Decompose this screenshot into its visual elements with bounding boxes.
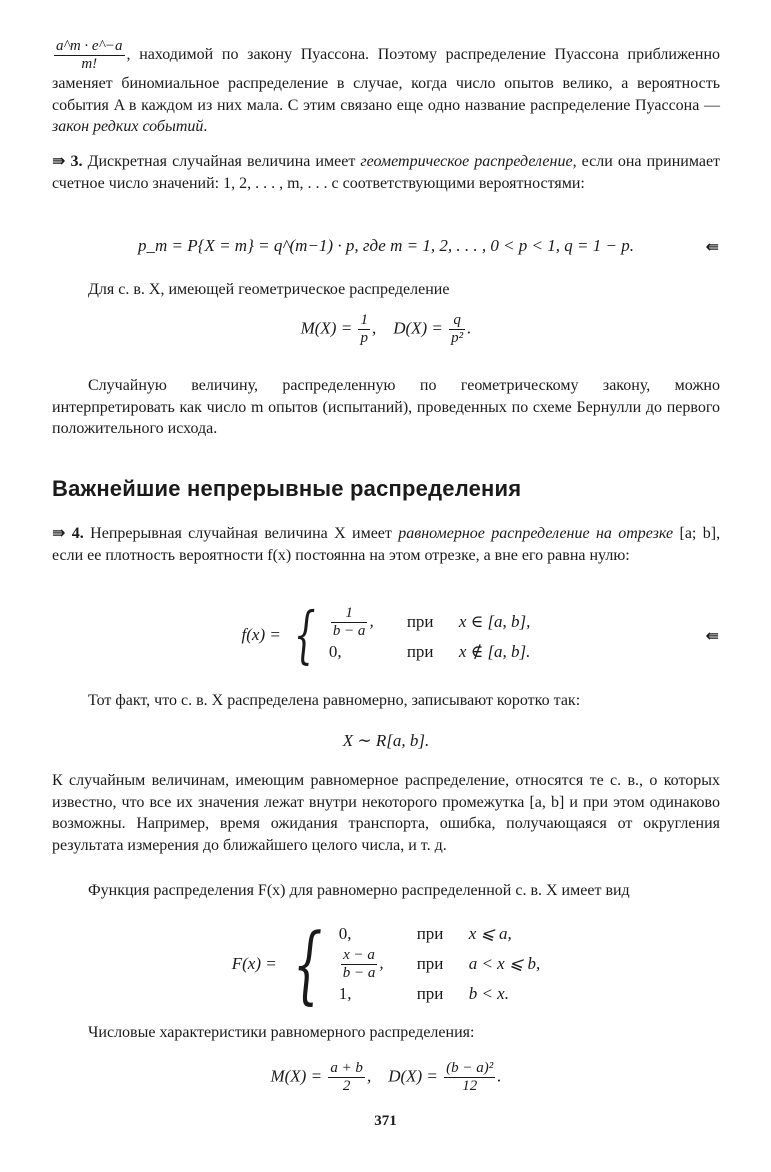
cdf-cases xyxy=(339,922,541,1006)
density-frac-num: 1 xyxy=(331,605,368,623)
definition-start-arrow-icon: ⇛ xyxy=(52,151,66,170)
density-case-when: при xyxy=(406,642,434,661)
uniform-cdf-formula xyxy=(52,915,720,1013)
section-heading xyxy=(52,476,521,502)
cdf-case-cond: x ⩽ a, xyxy=(468,924,512,943)
page-number-text: 371 xyxy=(374,1113,397,1129)
density-case-when: при xyxy=(406,612,434,631)
poisson-body: приближенно заменяет биномиальное распределение в случае, когда число опытов велико, а вероятность события A в каждом из них мала. С этим связано еще одно название распределение Пуассона — xyxy=(52,46,721,114)
uniform-desc-text: К случайным величинам, имеющим равномерное распределение, относятся те с. в., о которых известно, что все их значения лежат внутри некоторого промежутка [a, b] и при этом одинаково возможны. Например, время ожидания транспорта, ошибка, получающаяся от округления результата измерения до ближайшего целого числа, и т. д. xyxy=(52,772,720,854)
uniform-d-fraction xyxy=(444,1060,495,1095)
cdf-case-row xyxy=(339,982,541,1006)
item3-number: 3. xyxy=(70,153,83,170)
density-fraction xyxy=(331,605,368,640)
cdf-case-value: $\frac{x - a}{b - a}$ , xyxy=(342,946,384,981)
geom-d-fraction xyxy=(449,312,465,347)
uniform-m-num: a + b xyxy=(330,1060,363,1076)
poisson-fragment xyxy=(52,38,720,138)
uniform-d-label: D(X) = xyxy=(388,1066,438,1086)
uniform-m-fraction xyxy=(328,1060,365,1095)
poisson-fraction xyxy=(54,38,125,73)
uniform-description xyxy=(52,770,720,856)
cdf-case-when: при xyxy=(416,954,444,973)
cdf-frac-num: x − a xyxy=(341,947,378,965)
geom-d-num: q xyxy=(449,312,465,330)
cdf-case-row xyxy=(339,922,541,946)
cdf-case-when: при xyxy=(416,984,444,1003)
cdf-case-cond: b < x. xyxy=(468,984,509,1003)
density-frac-den: b − a xyxy=(332,622,366,639)
cdf-case-row xyxy=(339,946,541,982)
definition-start-arrow-icon: ⇛ xyxy=(52,523,66,542)
item4-text-a: Непрерывная случайная величина X имеет xyxy=(90,525,392,542)
geometric-distribution-term: геометрическое распределение xyxy=(360,153,573,170)
geometric-moments-formula: M(X) = $\frac{1}{p}$ , D(X) = $\frac{q}{\text{p²}}$ . xyxy=(300,312,472,346)
poisson-frac-numerator: a^m · e^−a xyxy=(56,38,123,54)
uniform-moments-formula: M(X) = $\frac{a + b}{2}$ , D(X) = $\frac{\text{(b − a)²}}{12}$ . xyxy=(270,1060,502,1094)
density-case-row xyxy=(329,639,531,665)
uniform-m-den: 2 xyxy=(342,1078,351,1094)
geom-m-label: M(X) = xyxy=(300,318,353,338)
left-brace-icon: { xyxy=(293,598,316,671)
poisson-frac-denominator: m! xyxy=(81,56,98,72)
geom-moments-intro xyxy=(52,279,720,301)
uniform-notation-text: Тот факт, что с. в. X распределена равномерно, записывают коротко так: xyxy=(88,692,581,709)
geom-d-den: p² xyxy=(451,330,464,346)
cdf-case-value: 1, xyxy=(338,984,352,1003)
density-cases xyxy=(329,605,531,665)
geom-interp-text: Случайную величину, распределенную по геометрическому закону, можно интерпретировать как число m опытов (испытаний), проведенных по схеме Бернулли до первого положительного исхода. xyxy=(52,377,720,437)
cdf-intro-text: Функция распределения F(x) для равномерно распределенной с. в. X имеет вид xyxy=(88,882,630,899)
geom-m-fraction xyxy=(358,312,370,347)
geometric-formula-text: p_m = P{X = m} = q^(m−1) · p, где m = 1, 2, . . . , 0 < p < 1, q = 1 − p. xyxy=(138,236,634,255)
geometric-pmf-formula xyxy=(52,236,720,256)
definition-end-arrow-icon xyxy=(706,626,719,645)
section-heading-text: Важнейшие непрерывные распределения xyxy=(52,476,522,501)
geom-m-num: 1 xyxy=(360,312,368,328)
rare-events-term: закон редких событий xyxy=(52,118,204,135)
cdf-fraction xyxy=(341,947,378,982)
poisson-line1: , находимой по закону Пуассона. Поэтому распределение Пуассона xyxy=(126,46,619,64)
cdf-case-when: при xyxy=(416,924,444,943)
uniform-density-formula xyxy=(52,598,720,671)
item4-number: 4. xyxy=(71,525,84,542)
density-case-value: $\frac{1}{b - a}$ , xyxy=(332,604,374,639)
cdf-intro xyxy=(52,880,720,902)
density-case-cond: x ∈ [a, b], xyxy=(458,612,531,631)
poisson-end: . xyxy=(203,118,208,135)
cdf-frac-den: b − a xyxy=(342,964,376,981)
density-label: f(x) = xyxy=(241,625,281,644)
uniform-distribution-term: равномерное распределение на отрезке xyxy=(398,525,674,542)
item3-end-arrow: ⇚ xyxy=(705,237,719,256)
cdf-case-cond: a < x ⩽ b, xyxy=(468,954,541,973)
uniform-m-label: M(X) = xyxy=(270,1066,323,1086)
uniform-notation-formula-text: X ∼ R[a, b]. xyxy=(342,731,430,750)
left-brace-icon: { xyxy=(293,915,323,1013)
density-case-cond: x ∉ [a, b]. xyxy=(458,642,531,661)
item3-text-a: Дискретная случайная величина имеет xyxy=(87,153,356,170)
page-number xyxy=(0,1113,771,1130)
uniform-notation-formula xyxy=(52,731,720,751)
uniform-moments-intro xyxy=(52,1022,720,1044)
uniform-d-num: (b − a)² xyxy=(446,1060,494,1076)
geom-m-den: p xyxy=(360,330,368,346)
uniform-moments-intro-text: Числовые характеристики равномерного распределения: xyxy=(88,1024,475,1041)
geom-d-label: D(X) = xyxy=(393,318,443,338)
definition-end-arrow-icon xyxy=(706,237,719,256)
item4-definition xyxy=(52,522,720,566)
item3-definition xyxy=(52,150,720,194)
density-case-row xyxy=(329,605,531,639)
uniform-notation-intro xyxy=(52,690,720,712)
item4-text-b: [a; b], если ее плотность вероятности f(x) постоянна на этом отрезке, а вне его равна нулю: xyxy=(52,525,721,564)
geometric-interpretation xyxy=(52,375,720,440)
density-case-value: 0, xyxy=(328,642,342,661)
uniform-d-den: 12 xyxy=(462,1078,478,1094)
item4-end-arrow: ⇚ xyxy=(705,626,719,645)
cdf-case-value: 0, xyxy=(338,924,352,943)
cdf-label: F(x) = xyxy=(231,954,277,973)
geom-moments-intro-text: Для с. в. X, имеющей геометрическое распределение xyxy=(88,281,450,298)
item3-text-b: , если она принимает счетное число значений: 1, 2, . . . , m, . . . с соответствующими вероятностями: xyxy=(52,153,721,192)
